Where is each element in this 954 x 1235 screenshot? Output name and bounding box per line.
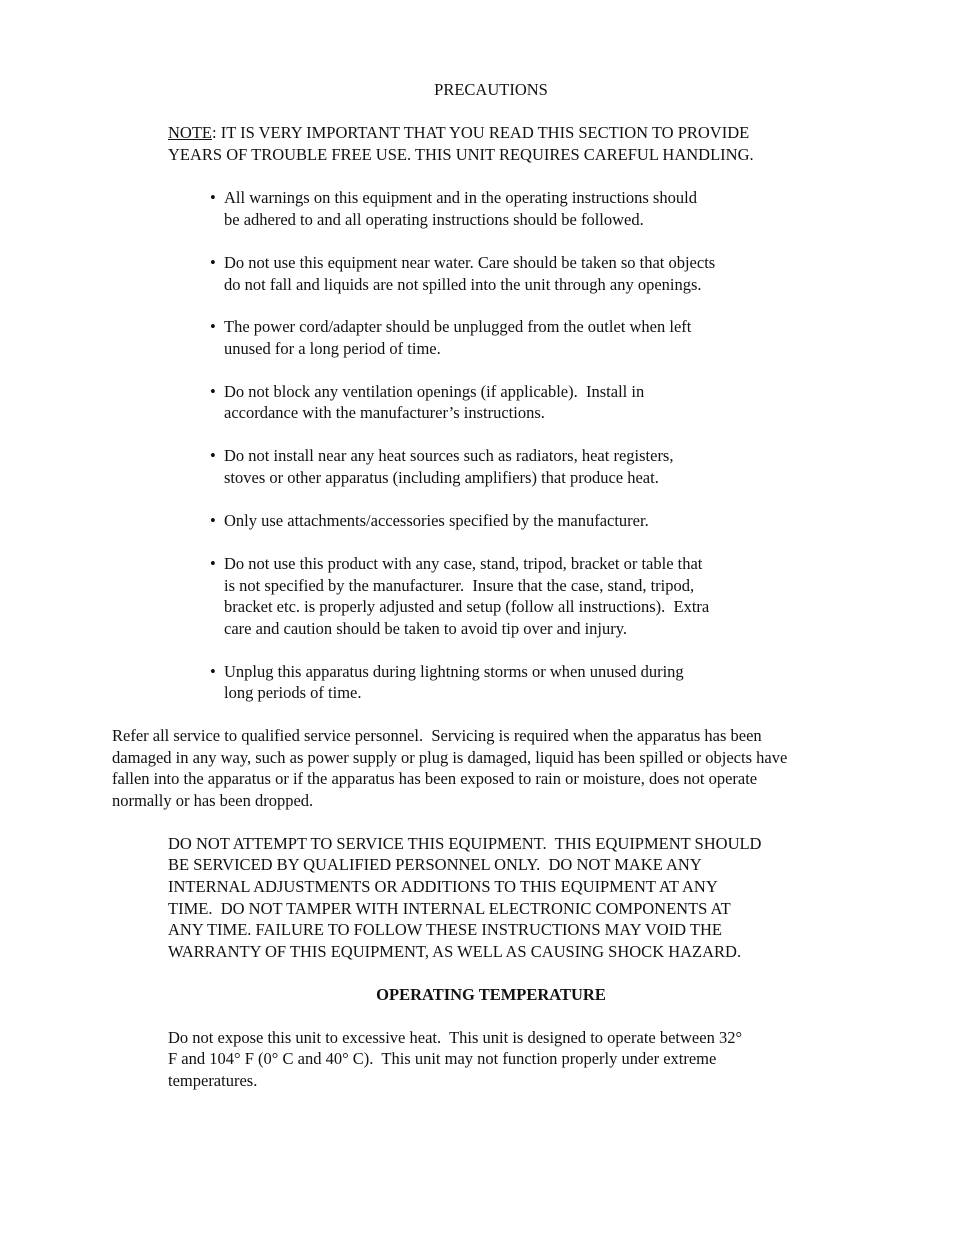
list-item-text: long periods of time. <box>224 683 362 702</box>
warning-line: BE SERVICED BY QUALIFIED PERSONNEL ONLY. DO NOT MAKE ANY <box>168 855 702 874</box>
list-item-text: Only use attachments/accessories specified by the manufacturer. <box>224 511 649 530</box>
list-item-text: do not fall and liquids are not spilled into the unit through any openings. <box>224 275 702 294</box>
warning-line: DO NOT ATTEMPT TO SERVICE THIS EQUIPMENT. THIS EQUIPMENT SHOULD <box>168 834 762 853</box>
paragraph-line: temperatures. <box>168 1071 258 1090</box>
list-item-text: stoves or other apparatus (including amplifiers) that produce heat. <box>224 468 659 487</box>
bullet-icon: • <box>210 554 216 573</box>
bullet-icon: • <box>210 662 216 681</box>
note-line-1-text: : IT IS VERY IMPORTANT THAT YOU READ THIS SECTION TO PROVIDE <box>212 123 750 142</box>
bullet-icon: • <box>210 188 216 207</box>
section-heading: OPERATING TEMPERATURE <box>376 985 606 1004</box>
list-item-text: care and caution should be taken to avoid tip over and injury. <box>224 619 628 638</box>
list-item-text: Do not install near any heat sources such as radiators, heat registers, <box>224 446 674 465</box>
paragraph-line: F and 104° F (0° C and 40° C). This unit may not function properly under extreme <box>168 1049 717 1068</box>
list-item-text: be adhered to and all operating instructions should be followed. <box>224 210 644 229</box>
bullet-icon: • <box>210 446 216 465</box>
list-item-text: unused for a long period of time. <box>224 339 441 358</box>
bullet-icon: • <box>210 253 216 272</box>
bullet-icon: • <box>210 511 216 530</box>
paragraph-line: Do not expose this unit to excessive heat. This unit is designed to operate between 32° <box>168 1028 743 1047</box>
list-item-text: accordance with the manufacturer’s instructions. <box>224 403 545 422</box>
list-item-text: Unplug this apparatus during lightning storms or when unused during <box>224 662 684 681</box>
list-item-text: All warnings on this equipment and in the operating instructions should <box>224 188 697 207</box>
list-item-text: Do not use this equipment near water. Care should be taken so that objects <box>224 253 716 272</box>
bullet-icon: • <box>210 317 216 336</box>
warning-line: ANY TIME. FAILURE TO FOLLOW THESE INSTRUCTIONS MAY VOID THE <box>168 920 722 939</box>
page-title: PRECAUTIONS <box>434 80 548 99</box>
warning-line: TIME. DO NOT TAMPER WITH INTERNAL ELECTRONIC COMPONENTS AT <box>168 899 731 918</box>
paragraph-line: damaged in any way, such as power supply or plug is damaged, liquid has been spilled or objects have <box>112 748 788 767</box>
paragraph-line: normally or has been dropped. <box>112 791 314 810</box>
list-item-text: Do not block any ventilation openings (if applicable). Install in <box>224 382 645 401</box>
list-item-text: Do not use this product with any case, stand, tripod, bracket or table that <box>224 554 703 573</box>
list-item-text: is not specified by the manufacturer. Insure that the case, stand, tripod, <box>224 576 695 595</box>
paragraph-line: fallen into the apparatus or if the apparatus has been exposed to rain or moisture, does not operate <box>112 769 758 788</box>
note-line-2: YEARS OF TROUBLE FREE USE. THIS UNIT REQUIRES CAREFUL HANDLING. <box>168 145 754 164</box>
note-label: NOTE <box>168 123 212 142</box>
list-item-text: bracket etc. is properly adjusted and setup (follow all instructions). Extra <box>224 597 710 616</box>
note-line-1 <box>168 122 749 144</box>
bullet-icon: • <box>210 382 216 401</box>
list-item-text: The power cord/adapter should be unplugged from the outlet when left <box>224 317 692 336</box>
warning-line: INTERNAL ADJUSTMENTS OR ADDITIONS TO THIS EQUIPMENT AT ANY <box>168 877 718 896</box>
warning-line: WARRANTY OF THIS EQUIPMENT, AS WELL AS CAUSING SHOCK HAZARD. <box>168 942 742 961</box>
paragraph-line: Refer all service to qualified service personnel. Servicing is required when the apparatus has been <box>112 726 762 745</box>
